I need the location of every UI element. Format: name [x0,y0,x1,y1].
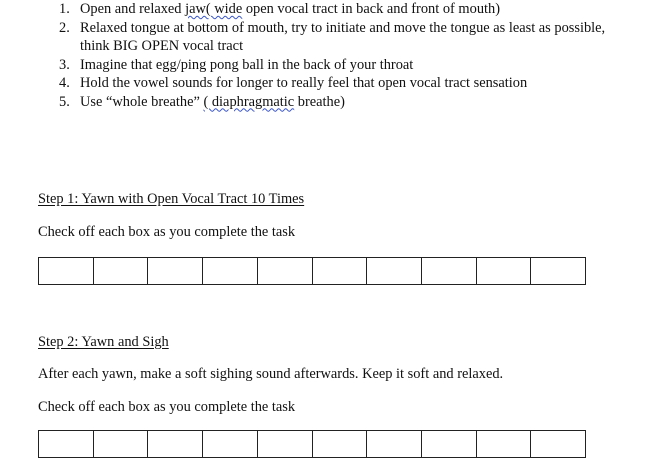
checkbox-cell[interactable] [258,258,313,284]
instruction-text: Imagine that egg/ping pong ball in the back of your throat [80,56,414,73]
checkbox-cell[interactable] [94,431,149,457]
checkbox-cell[interactable] [258,431,313,457]
instruction-item [0,93,620,112]
step2-description: After each yawn, make a soft sighing sound afterwards. Keep it soft and relaxed. [38,366,504,382]
spellcheck-flagged-text: jaw( wide [185,1,243,17]
instruction-text: breathe) [294,93,345,110]
instruction-text: Open and relaxed [80,1,186,17]
checkbox-cell[interactable] [531,258,585,284]
checkbox-cell[interactable] [148,258,203,284]
instructions-list [0,0,620,111]
checkbox-cell[interactable] [203,431,258,457]
step2-heading: Step 2: Yawn and Sigh [38,334,169,350]
step1-checkoff-instruction: Check off each box as you complete the task [38,224,296,240]
instruction-text: Relaxed tongue at bottom of mouth, try to initiate and move the tongue as least as possible, think BIG OPEN vocal tract [80,19,606,54]
instruction-item [0,0,620,19]
checkbox-cell[interactable] [203,258,258,284]
checkbox-cell[interactable] [39,431,94,457]
step2-checkoff-instruction: Check off each box as you complete the task [38,399,296,415]
step1-heading: Step 1: Yawn with Open Vocal Tract 10 Times [38,191,305,207]
checkbox-cell[interactable] [94,258,149,284]
instruction-item [0,19,620,56]
checkbox-cell[interactable] [367,258,422,284]
checkbox-cell[interactable] [313,258,368,284]
checkbox-cell[interactable] [531,431,585,457]
checkbox-cell[interactable] [313,431,368,457]
instruction-item [0,56,620,75]
instruction-number: 5. [59,93,70,110]
checkbox-cell[interactable] [367,431,422,457]
instruction-number: 2. [59,19,70,36]
step2-checkbox-row [38,430,586,458]
instruction-text: open vocal tract in back and front of mouth) [242,1,500,17]
instruction-text: Use “whole breathe” [80,93,204,110]
instruction-number: 1. [59,1,70,17]
instruction-number: 4. [59,75,70,91]
checkbox-cell[interactable] [148,431,203,457]
instruction-number: 3. [59,56,70,73]
checkbox-cell[interactable] [477,258,532,284]
checkbox-cell[interactable] [422,258,477,284]
instruction-text: Hold the vowel sounds for longer to really feel that open vocal tract sensation [80,75,528,91]
spellcheck-flagged-text: ( diaphragmatic [203,93,295,110]
checkbox-cell[interactable] [477,431,532,457]
step1-checkbox-row [38,257,586,285]
checkbox-cell[interactable] [39,258,94,284]
instruction-item [0,74,620,93]
checkbox-cell[interactable] [422,431,477,457]
